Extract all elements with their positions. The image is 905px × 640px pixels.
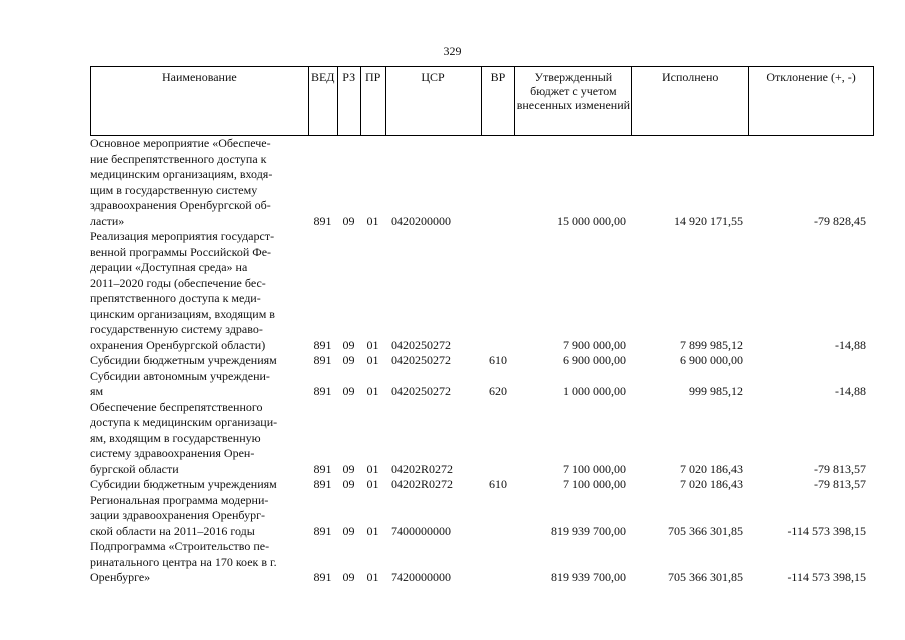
row-vr: 610 [489, 477, 507, 491]
row-vr: 610 [489, 353, 507, 367]
row-budget: 819 939 700,00 [551, 570, 626, 584]
row-rz: 09 [342, 570, 355, 584]
row-deviation: -79 813,57 [814, 461, 866, 476]
row-ved: 891 [313, 477, 332, 491]
row-ved: 891 [313, 353, 332, 367]
row-pr: 01 [366, 213, 379, 228]
header-rz: РЗ [338, 67, 361, 135]
row-deviation: -14,88 [835, 337, 866, 352]
table-row [90, 477, 874, 493]
row-executed: 705 366 301,85 [668, 523, 743, 538]
row-csr: 04202R0272 [391, 477, 454, 491]
row-csr: 0420200000 [391, 213, 451, 228]
table-header [90, 66, 874, 136]
row-csr: 7400000000 [391, 523, 451, 538]
row-ved: 891 [313, 461, 332, 476]
table-row [90, 539, 874, 586]
page-number: 329 [443, 44, 462, 58]
row-pr: 01 [366, 461, 379, 476]
row-name: Подпрограмма «Строительство пе- ринатального центра на 170 коек в г. Оренбурге» [90, 539, 277, 584]
row-deviation: -79 828,45 [814, 213, 866, 228]
row-name: Обеспечение беспрепятственного доступа к медицинским организаци- ям, входящим в государственную систему здравоохранения Орен- бургской области [90, 399, 278, 476]
row-executed: 999 985,12 [689, 384, 743, 398]
header-ved: ВЕД [309, 67, 338, 135]
row-rz: 09 [342, 384, 355, 398]
row-budget: 7 100 000,00 [563, 461, 626, 476]
header-executed: Исполнено [632, 67, 749, 135]
budget-table [90, 66, 874, 586]
row-csr: 0420250272 [391, 353, 451, 367]
table-row [90, 229, 874, 353]
row-pr: 01 [366, 477, 379, 491]
header-deviation: Отклонение (+, -) [749, 67, 874, 135]
row-ved: 891 [313, 213, 332, 228]
row-executed: 7 020 186,43 [680, 461, 743, 476]
header-budget: Утвержденный бюджет с учетом внесенных изменений [515, 67, 632, 135]
table-row [90, 493, 874, 540]
header-csr: ЦСР [386, 67, 482, 135]
row-rz: 09 [342, 337, 355, 352]
table-body [90, 136, 874, 586]
table-row [90, 369, 874, 400]
row-rz: 09 [342, 461, 355, 476]
table-row [90, 136, 874, 229]
row-budget: 6 900 000,00 [563, 353, 626, 367]
row-deviation: -79 813,57 [814, 477, 866, 491]
row-name: Субсидии автономным учреждени- ям [90, 368, 270, 398]
table-row [90, 353, 874, 369]
row-pr: 01 [366, 570, 379, 584]
header-vr: ВР [482, 67, 516, 135]
row-csr: 7420000000 [391, 570, 451, 584]
row-ved: 891 [313, 337, 332, 352]
row-pr: 01 [366, 384, 379, 398]
row-budget: 15 000 000,00 [557, 213, 626, 228]
row-executed: 705 366 301,85 [668, 570, 743, 584]
row-rz: 09 [342, 477, 355, 491]
row-executed: 6 900 000,00 [680, 353, 743, 367]
row-name: Региональная программа модерни- зации здравоохранения Оренбург- ской области на 2011–2016 годы [90, 492, 269, 538]
row-deviation: -114 573 398,15 [787, 523, 866, 538]
row-pr: 01 [366, 523, 379, 538]
row-budget: 1 000 000,00 [563, 384, 626, 398]
row-ved: 891 [313, 384, 332, 398]
row-csr: 0420250272 [391, 337, 451, 352]
header-name: Наименование [91, 67, 309, 135]
row-name: Реализация мероприятия государст- венной программы Российской Фе- дерации «Доступная среда» на 2011–2020 годы (обеспечение бес- препятственного доступа к меди- цинским организациям, входящим в государственную систему здраво- охранения Оренбургской области) [90, 229, 275, 352]
row-vr: 620 [489, 384, 507, 398]
row-pr: 01 [366, 337, 379, 352]
row-name: Основное мероприятие «Обеспече- ние беспрепятственного доступа к медицинским организациям, входя- щим в государственную систему здравоохранения Оренбургской об- ласти» [90, 136, 273, 228]
row-budget: 7 900 000,00 [563, 337, 626, 352]
row-pr: 01 [366, 353, 379, 367]
row-executed: 14 920 171,55 [674, 213, 743, 228]
row-budget: 7 100 000,00 [563, 477, 626, 491]
row-ved: 891 [313, 523, 332, 538]
row-rz: 09 [342, 213, 355, 228]
row-executed: 7 020 186,43 [680, 477, 743, 491]
row-budget: 819 939 700,00 [551, 523, 626, 538]
table-row [90, 400, 874, 478]
row-deviation: -114 573 398,15 [787, 570, 866, 584]
header-pr: ПР [361, 67, 386, 135]
row-executed: 7 899 985,12 [680, 337, 743, 352]
row-rz: 09 [342, 353, 355, 367]
row-name: Субсидии бюджетным учреждениям [90, 477, 277, 491]
row-ved: 891 [313, 570, 332, 584]
row-csr: 0420250272 [391, 384, 451, 398]
row-rz: 09 [342, 523, 355, 538]
row-deviation: -14,88 [835, 384, 866, 398]
row-name: Субсидии бюджетным учреждениям [90, 353, 277, 367]
row-csr: 04202R0272 [391, 461, 454, 476]
